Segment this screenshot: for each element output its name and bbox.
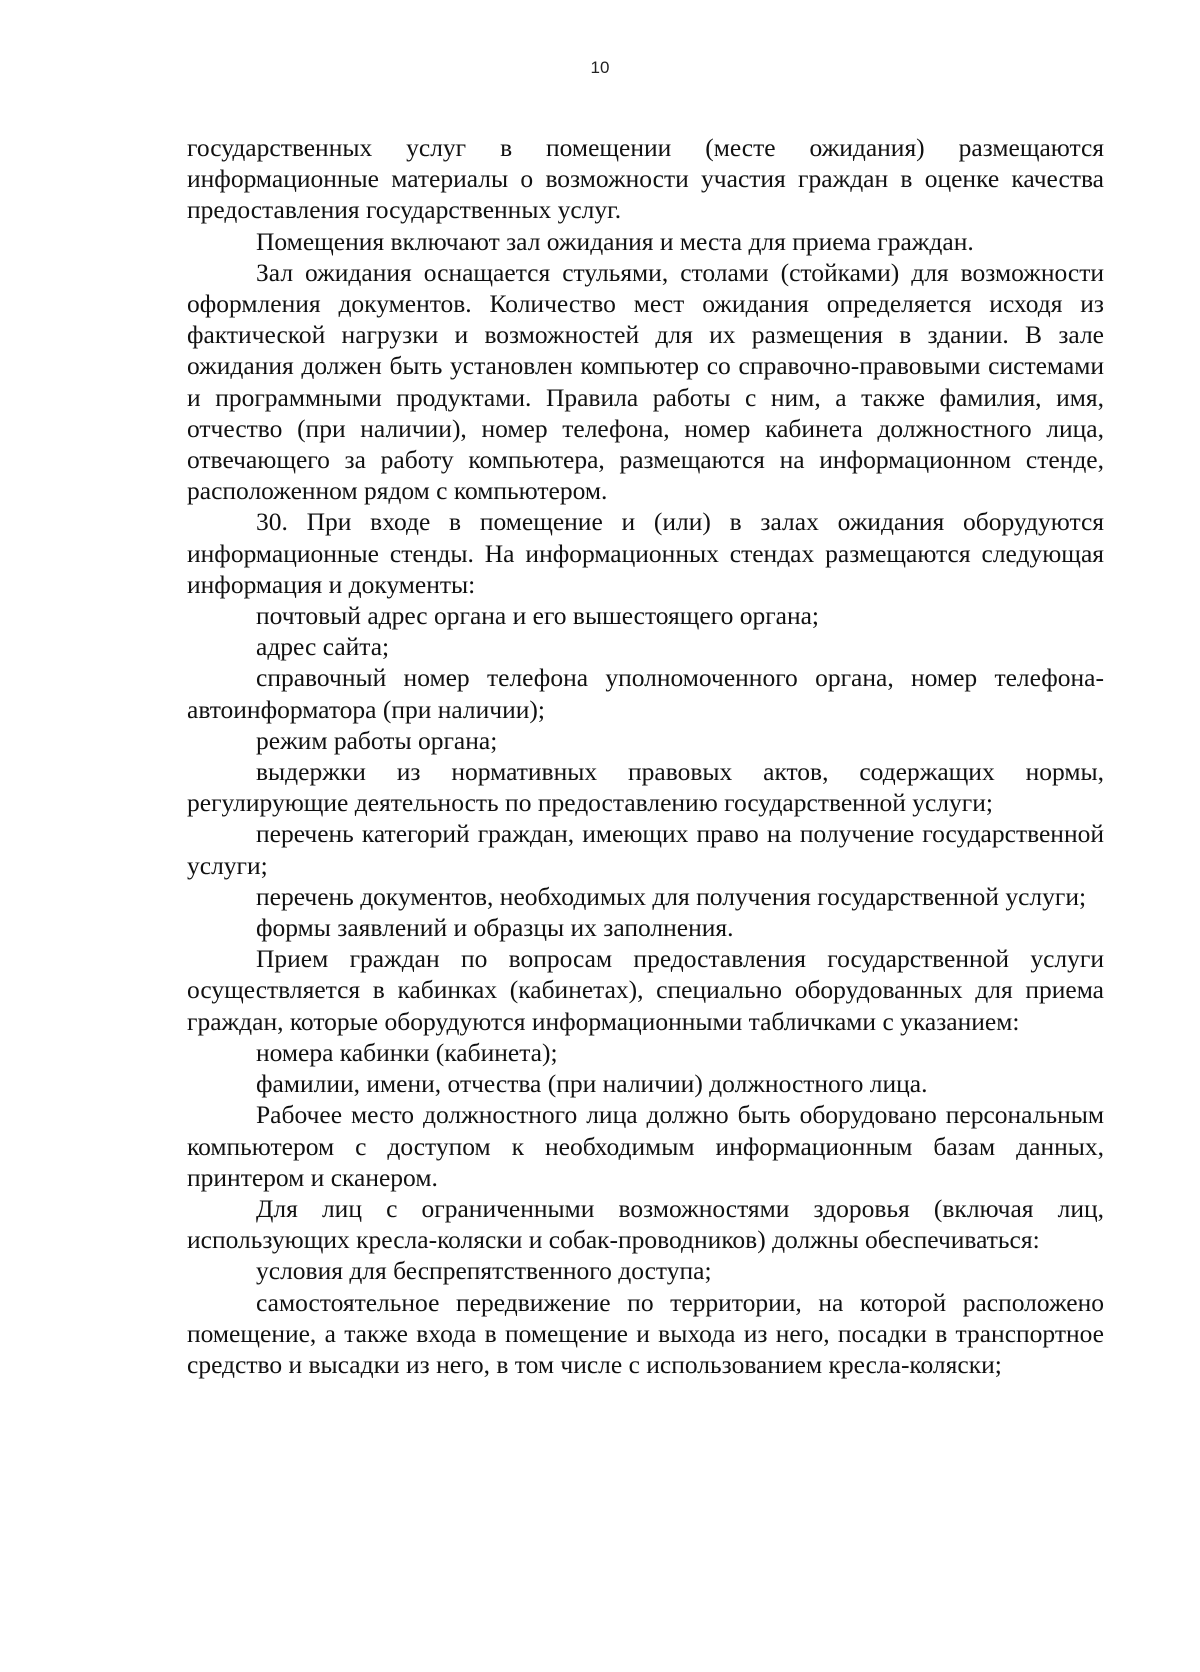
- paragraph-workplace: Рабочее место должностного лица должно быть оборудовано персональным компьютером с доступом к необходимым информационным базам данных, принтером и сканером.: [187, 1100, 1104, 1192]
- paragraph-accessibility: Для лиц с ограниченными возможностями здоровья (включая лиц, использующих кресла-коляски и собак-проводников) должны обеспечиваться:: [187, 1193, 1104, 1255]
- list-item-phone: справочный номер телефона уполномоченного органа, номер телефона-автоинформатора (при наличии);: [187, 663, 1104, 724]
- list-item-free-access: условия для беспрепятственного доступа;: [256, 1256, 712, 1286]
- document-body: [187, 132, 1104, 1380]
- list-item-work-mode: режим работы органа;: [256, 725, 498, 755]
- page-number: 10: [590, 58, 610, 77]
- list-item-official-name: фамилии, имени, отчества (при наличии) должностного лица.: [256, 1069, 928, 1099]
- list-item-site-address: адрес сайта;: [256, 632, 390, 662]
- list-item-documents: перечень документов, необходимых для получения государственной услуги;: [256, 881, 1087, 911]
- list-item-postal-address: почтовый адрес органа и его вышестоящего органа;: [256, 601, 820, 631]
- paragraph-3: Зал ожидания оснащается стульями, столами (стойками) для возможности оформления документов. Количество мест ожидания определяется исходя из фактической нагрузки и возможностей для их размещения в здании. В зале ожидания должен быть установлен компьютер со справочно-правовыми системами и программными продуктами. Правила работы с ним, а также фамилия, имя, отчество (при наличии), номер телефона, номер кабинета должностного лица, отвечающего за работу компьютера, размещаются на информационном стенде, расположенном рядом с компьютером.: [187, 257, 1104, 506]
- paragraph-1: государственных услуг в помещении (месте ожидания) размещаются информационные материалы о возможности участия граждан в оценке качества предоставления государственных услуг.: [187, 133, 1104, 225]
- list-item-forms: формы заявлений и образцы их заполнения.: [256, 913, 734, 943]
- paragraph-4: 30. При входе в помещение и (или) в залах ожидания оборудуются информационные стенды. На информационных стендах размещаются следующая информация и документы:: [187, 507, 1104, 599]
- list-item-movement: самостоятельное передвижение по территории, на которой расположено помещение, а также входа в помещение и выхода из него, посадки в транспортное средство и высадки из него, в том числе с использованием кресла-коляски;: [187, 1287, 1104, 1379]
- list-item-legal-extracts: выдержки из нормативных правовых актов, содержащих нормы, регулирующие деятельность по предоставлению государственной услуги;: [187, 757, 1104, 818]
- paragraph-2: Помещения включают зал ожидания и места для приема граждан.: [256, 226, 974, 256]
- list-item-cabin-number: номера кабинки (кабинета);: [256, 1037, 558, 1067]
- paragraph-reception: Прием граждан по вопросам предоставления государственной услуги осуществляется в кабинках (кабинетах), специально оборудованных для приема граждан, которые оборудуются информационными табличками с указанием:: [187, 944, 1104, 1036]
- list-item-citizen-categories: перечень категорий граждан, имеющих право на получение государственной услуги;: [187, 819, 1104, 880]
